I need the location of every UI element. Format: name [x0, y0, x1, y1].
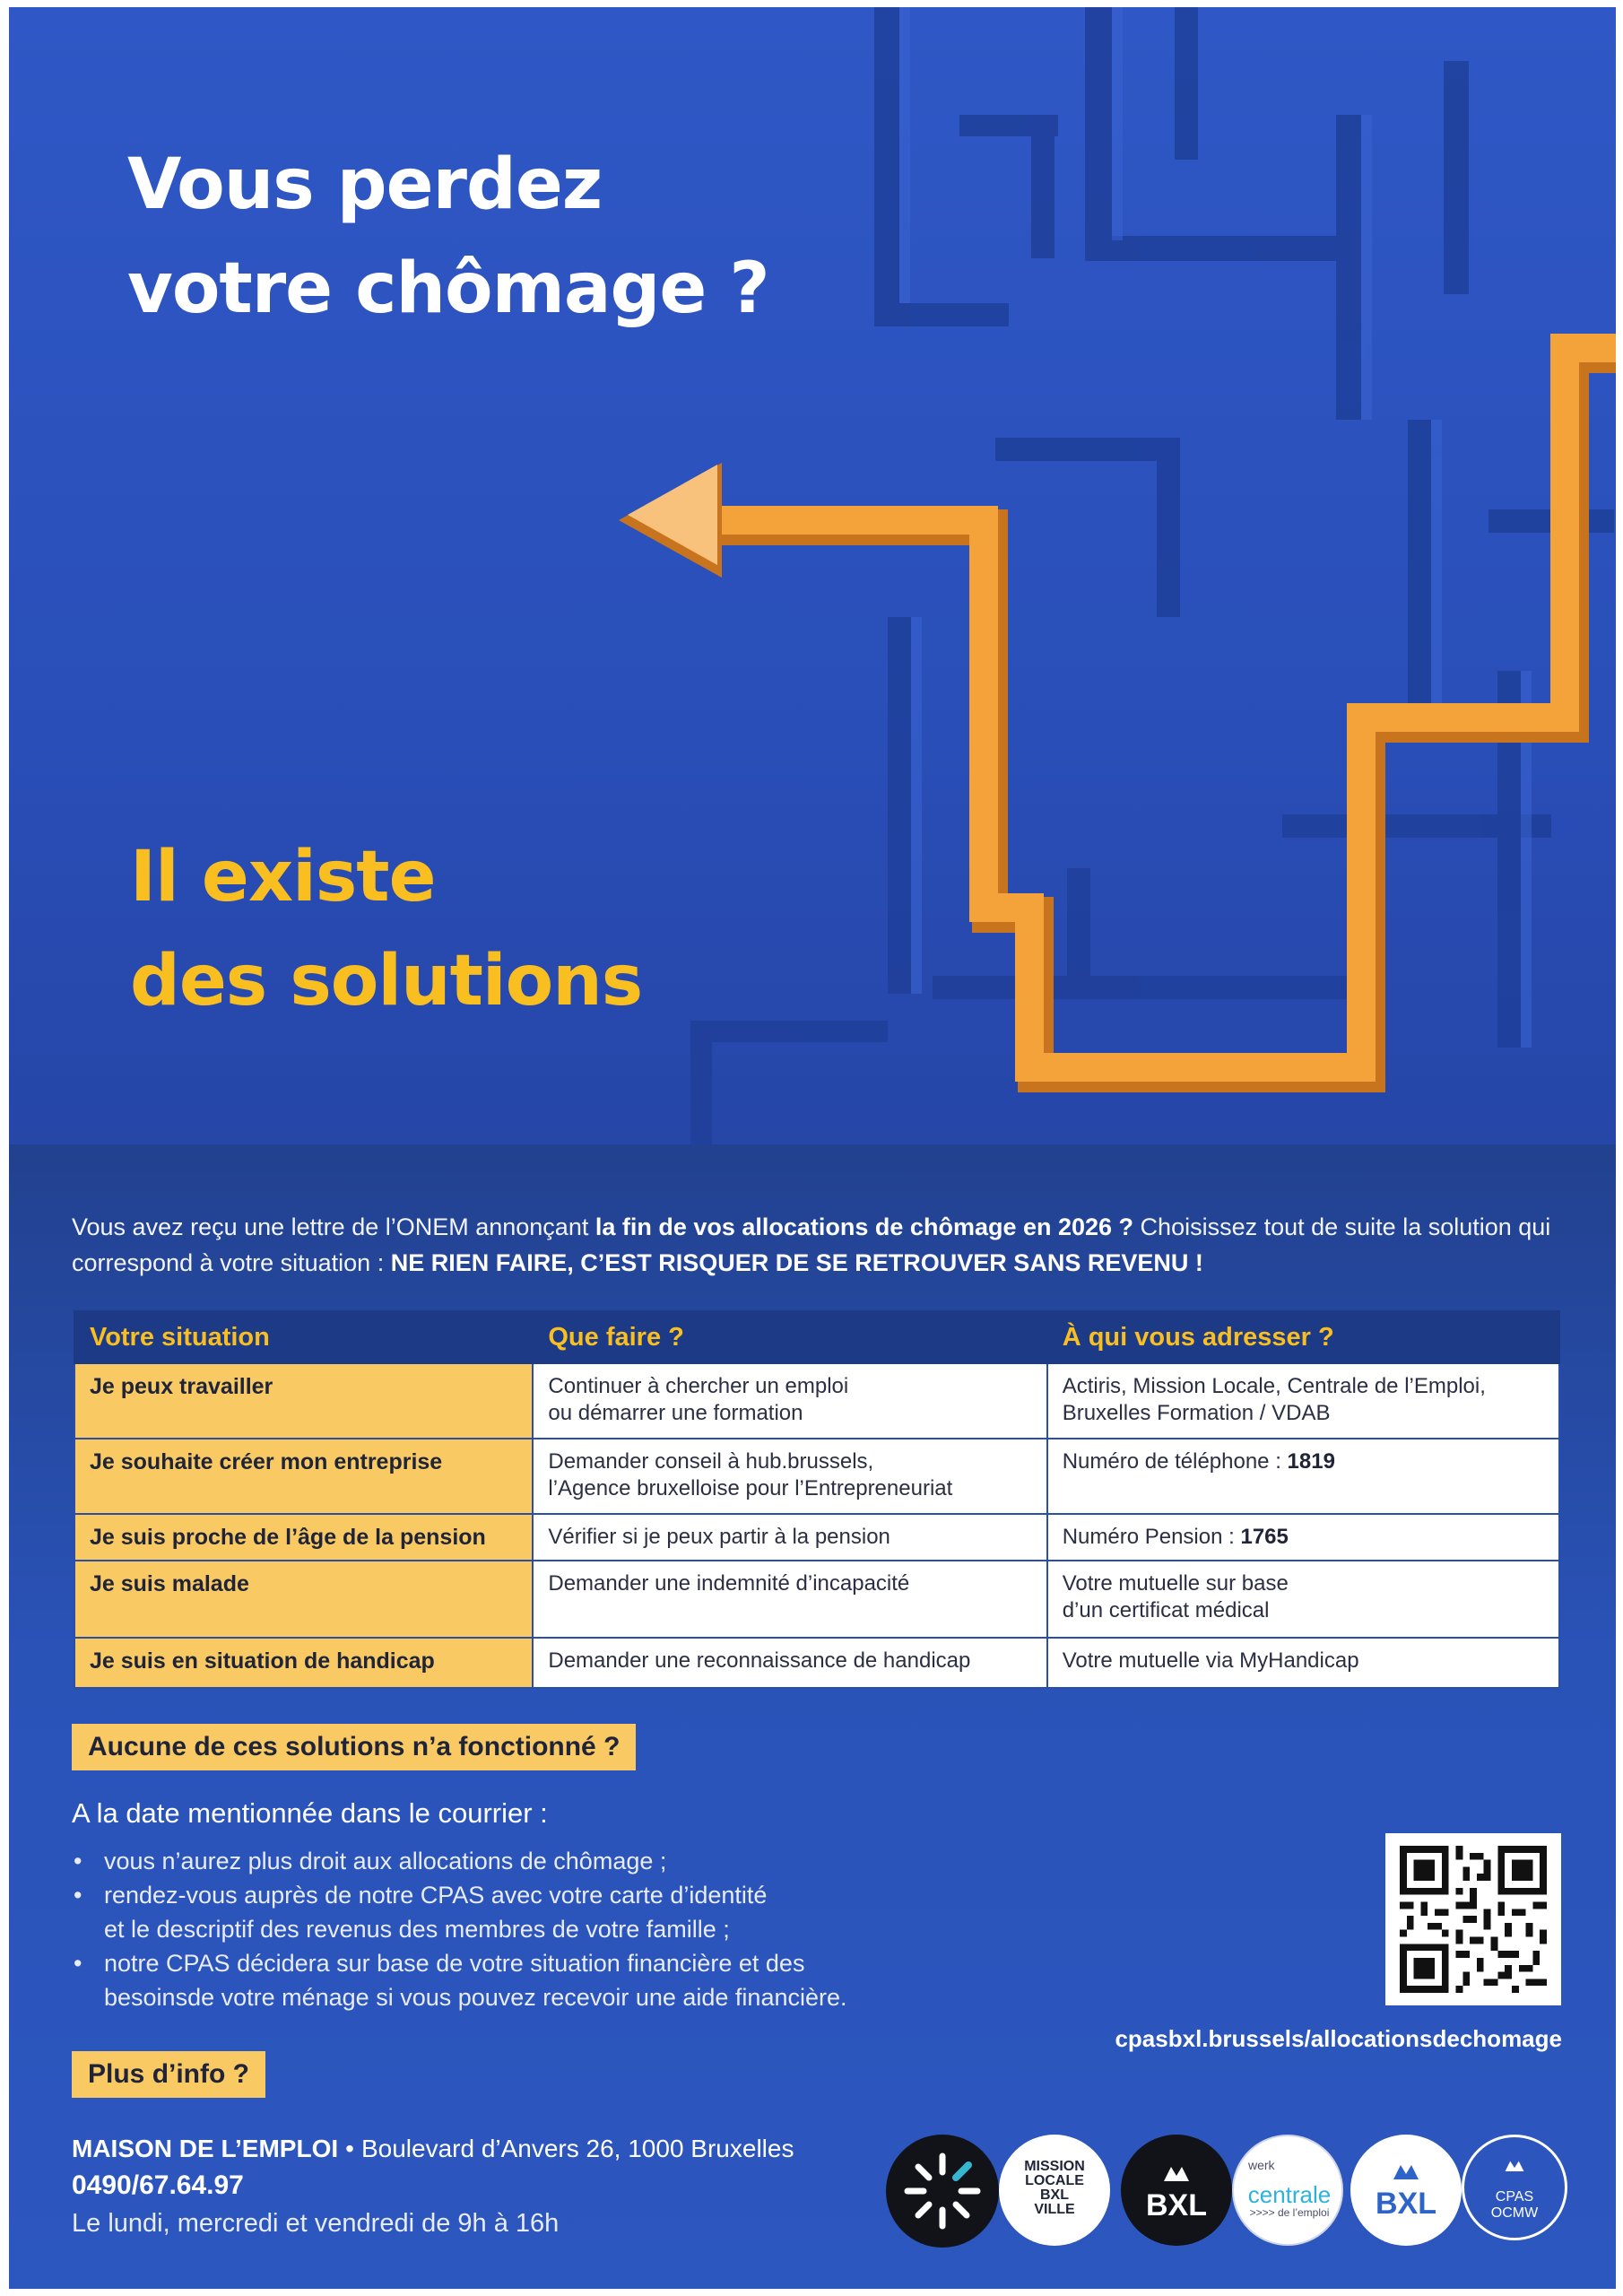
phone-number[interactable]: 0490/67.64.97 [72, 2170, 244, 2200]
intro-paragraph [72, 1209, 1578, 1281]
intro-bold-1: la fin de vos allocations de chômage en 2026 ? [595, 1213, 1134, 1240]
list-item-text: besoinsde votre ménage si vous pouvez recevoir une aide financière. [104, 1984, 847, 2011]
action-line: Continuer à chercher un emploi [548, 1374, 849, 1398]
logo-text: MISSION [1024, 2159, 1085, 2174]
separator: • [345, 2135, 354, 2162]
info-section [9, 1144, 1616, 2289]
list-item-text: et le descriptif des revenus des membres de votre famille ; [104, 1916, 730, 1943]
contact-address-line [72, 2131, 879, 2167]
bxl-city-logo-light [1350, 2135, 1462, 2246]
action-cell: Demander une reconnaissance de handicap [533, 1638, 1046, 1688]
situation-cell: Je suis malade [74, 1561, 533, 1638]
logo-text: BXL [1040, 2187, 1069, 2203]
header-situation: Votre situation [74, 1311, 533, 1363]
list-item [72, 1878, 1013, 1946]
contact-cell: Votre mutuelle via MyHandicap [1047, 1638, 1559, 1688]
action-line: l’Agence bruxelloise pour l’Entrepreneuriat [548, 1476, 953, 1500]
situation-cell: Je suis en situation de handicap [74, 1638, 533, 1688]
qr-code-icon[interactable] [1385, 1833, 1561, 2005]
logo-text: OCMW [1490, 2205, 1539, 2221]
list-item-text: rendez-vous auprès de notre CPAS avec votre carte d’identité [104, 1882, 768, 1909]
contact-cell [1047, 1561, 1559, 1638]
mission-locale-text [999, 2160, 1110, 2217]
bxl-text: BXL [1146, 2188, 1207, 2222]
fallback-heading: Aucune de ces solutions n’a fonctionné ? [72, 1724, 636, 1770]
hero-title-line2: votre chômage ? [127, 248, 769, 329]
contact-line: Actiris, Mission Locale, Centrale de l’Emploi, [1062, 1374, 1486, 1398]
table-header-row [74, 1311, 1559, 1363]
logo-text: VILLE [1034, 2202, 1075, 2217]
intro-text-2: Choisissez tout de suite la solution qui correspond à votre situation : [72, 1213, 1551, 1276]
contact-cell [1047, 1363, 1559, 1439]
bxl-text: BXL [1376, 2187, 1436, 2221]
contact-block [72, 2131, 879, 2242]
logo-text: >>>> de l’emploi [1249, 2206, 1330, 2219]
crown-icon [1464, 2137, 1565, 2238]
list-item [72, 1844, 1013, 1878]
opening-hours: Le lundi, mercredi et vendredi de 9h à 16h [72, 2209, 560, 2238]
contact-cell [1047, 1439, 1559, 1514]
action-line: ou démarrer une formation [548, 1401, 803, 1425]
situation-cell: Je souhaite créer mon entreprise [74, 1439, 533, 1514]
contact-line: d’un certificat médical [1062, 1598, 1270, 1622]
table-row [74, 1514, 1559, 1561]
contact-line: Bruxelles Formation / VDAB [1062, 1401, 1331, 1425]
mission-locale-logo [999, 2135, 1110, 2246]
address: Boulevard d’Anvers 26, 1000 Bruxelles [360, 2135, 794, 2162]
qr-code-graphic [1398, 1846, 1549, 1993]
actiris-logo [886, 2135, 999, 2248]
situation-cell: Je peux travailler [74, 1363, 533, 1439]
logo-text: werk [1248, 2158, 1275, 2172]
hero-subtitle [130, 825, 937, 1033]
situation-cell: Je suis proche de l’âge de la pension [74, 1514, 533, 1561]
org-name: MAISON DE L’EMPLOI [72, 2135, 339, 2162]
table-row [74, 1638, 1559, 1688]
phone-number: 1765 [1240, 1525, 1289, 1549]
header-contact: À qui vous adresser ? [1047, 1311, 1559, 1363]
list-item [72, 1946, 1013, 2014]
table-row [74, 1561, 1559, 1638]
contact-label: Numéro Pension : [1062, 1525, 1241, 1549]
list-item-text: notre CPAS décidera sur base de votre situation financière et des [104, 1950, 805, 1977]
logo-text: centrale [1247, 2181, 1332, 2208]
hero-title [127, 133, 934, 341]
action-cell: Demander une indemnité d’incapacité [533, 1561, 1046, 1638]
action-cell: Vérifier si je peux partir à la pension [533, 1514, 1046, 1561]
logo-text: CPAS [1495, 2189, 1534, 2205]
action-line: Demander conseil à hub.brussels, [548, 1449, 874, 1474]
intro-text-1: Vous avez reçu une lettre de l’ONEM annonçant [72, 1213, 595, 1240]
burst-icon [886, 2135, 999, 2248]
list-item-text: vous n’aurez plus droit aux allocations de chômage ; [104, 1848, 667, 1874]
website-url[interactable]: cpasbxl.brussels/allocationsdechomage [1115, 2025, 1562, 2052]
fallback-list [72, 1844, 1013, 2014]
action-cell [533, 1363, 1046, 1439]
table-row [74, 1363, 1559, 1439]
header-action: Que faire ? [533, 1311, 1046, 1363]
phone-number: 1819 [1287, 1449, 1335, 1474]
date-line: A la date mentionnée dans le courrier : [72, 1797, 548, 1829]
cpas-ocmw-logo [1462, 2135, 1567, 2240]
hero-subtitle-line1: Il existe [130, 837, 436, 918]
bxl-city-logo-dark [1121, 2135, 1232, 2246]
hero-banner [9, 7, 1616, 1144]
table-row [74, 1439, 1559, 1514]
action-cell [533, 1439, 1046, 1514]
intro-warning: NE RIEN FAIRE, C’EST RISQUER DE SE RETROUVER SANS REVENU ! [390, 1249, 1203, 1276]
contact-label: Numéro de téléphone : [1062, 1449, 1288, 1474]
contact-line: Votre mutuelle sur base [1062, 1571, 1289, 1596]
hero-title-line1: Vous perdez [127, 144, 603, 225]
more-info-heading: Plus d’info ? [72, 2051, 265, 2098]
logo-text: LOCALE [1025, 2173, 1084, 2188]
situation-table [74, 1310, 1560, 1689]
poster [9, 7, 1616, 2289]
contact-cell [1047, 1514, 1559, 1561]
hero-subtitle-line2: des solutions [130, 941, 643, 1022]
cpas-text [1464, 2189, 1565, 2222]
centrale-emploi-logo [1232, 2135, 1343, 2246]
